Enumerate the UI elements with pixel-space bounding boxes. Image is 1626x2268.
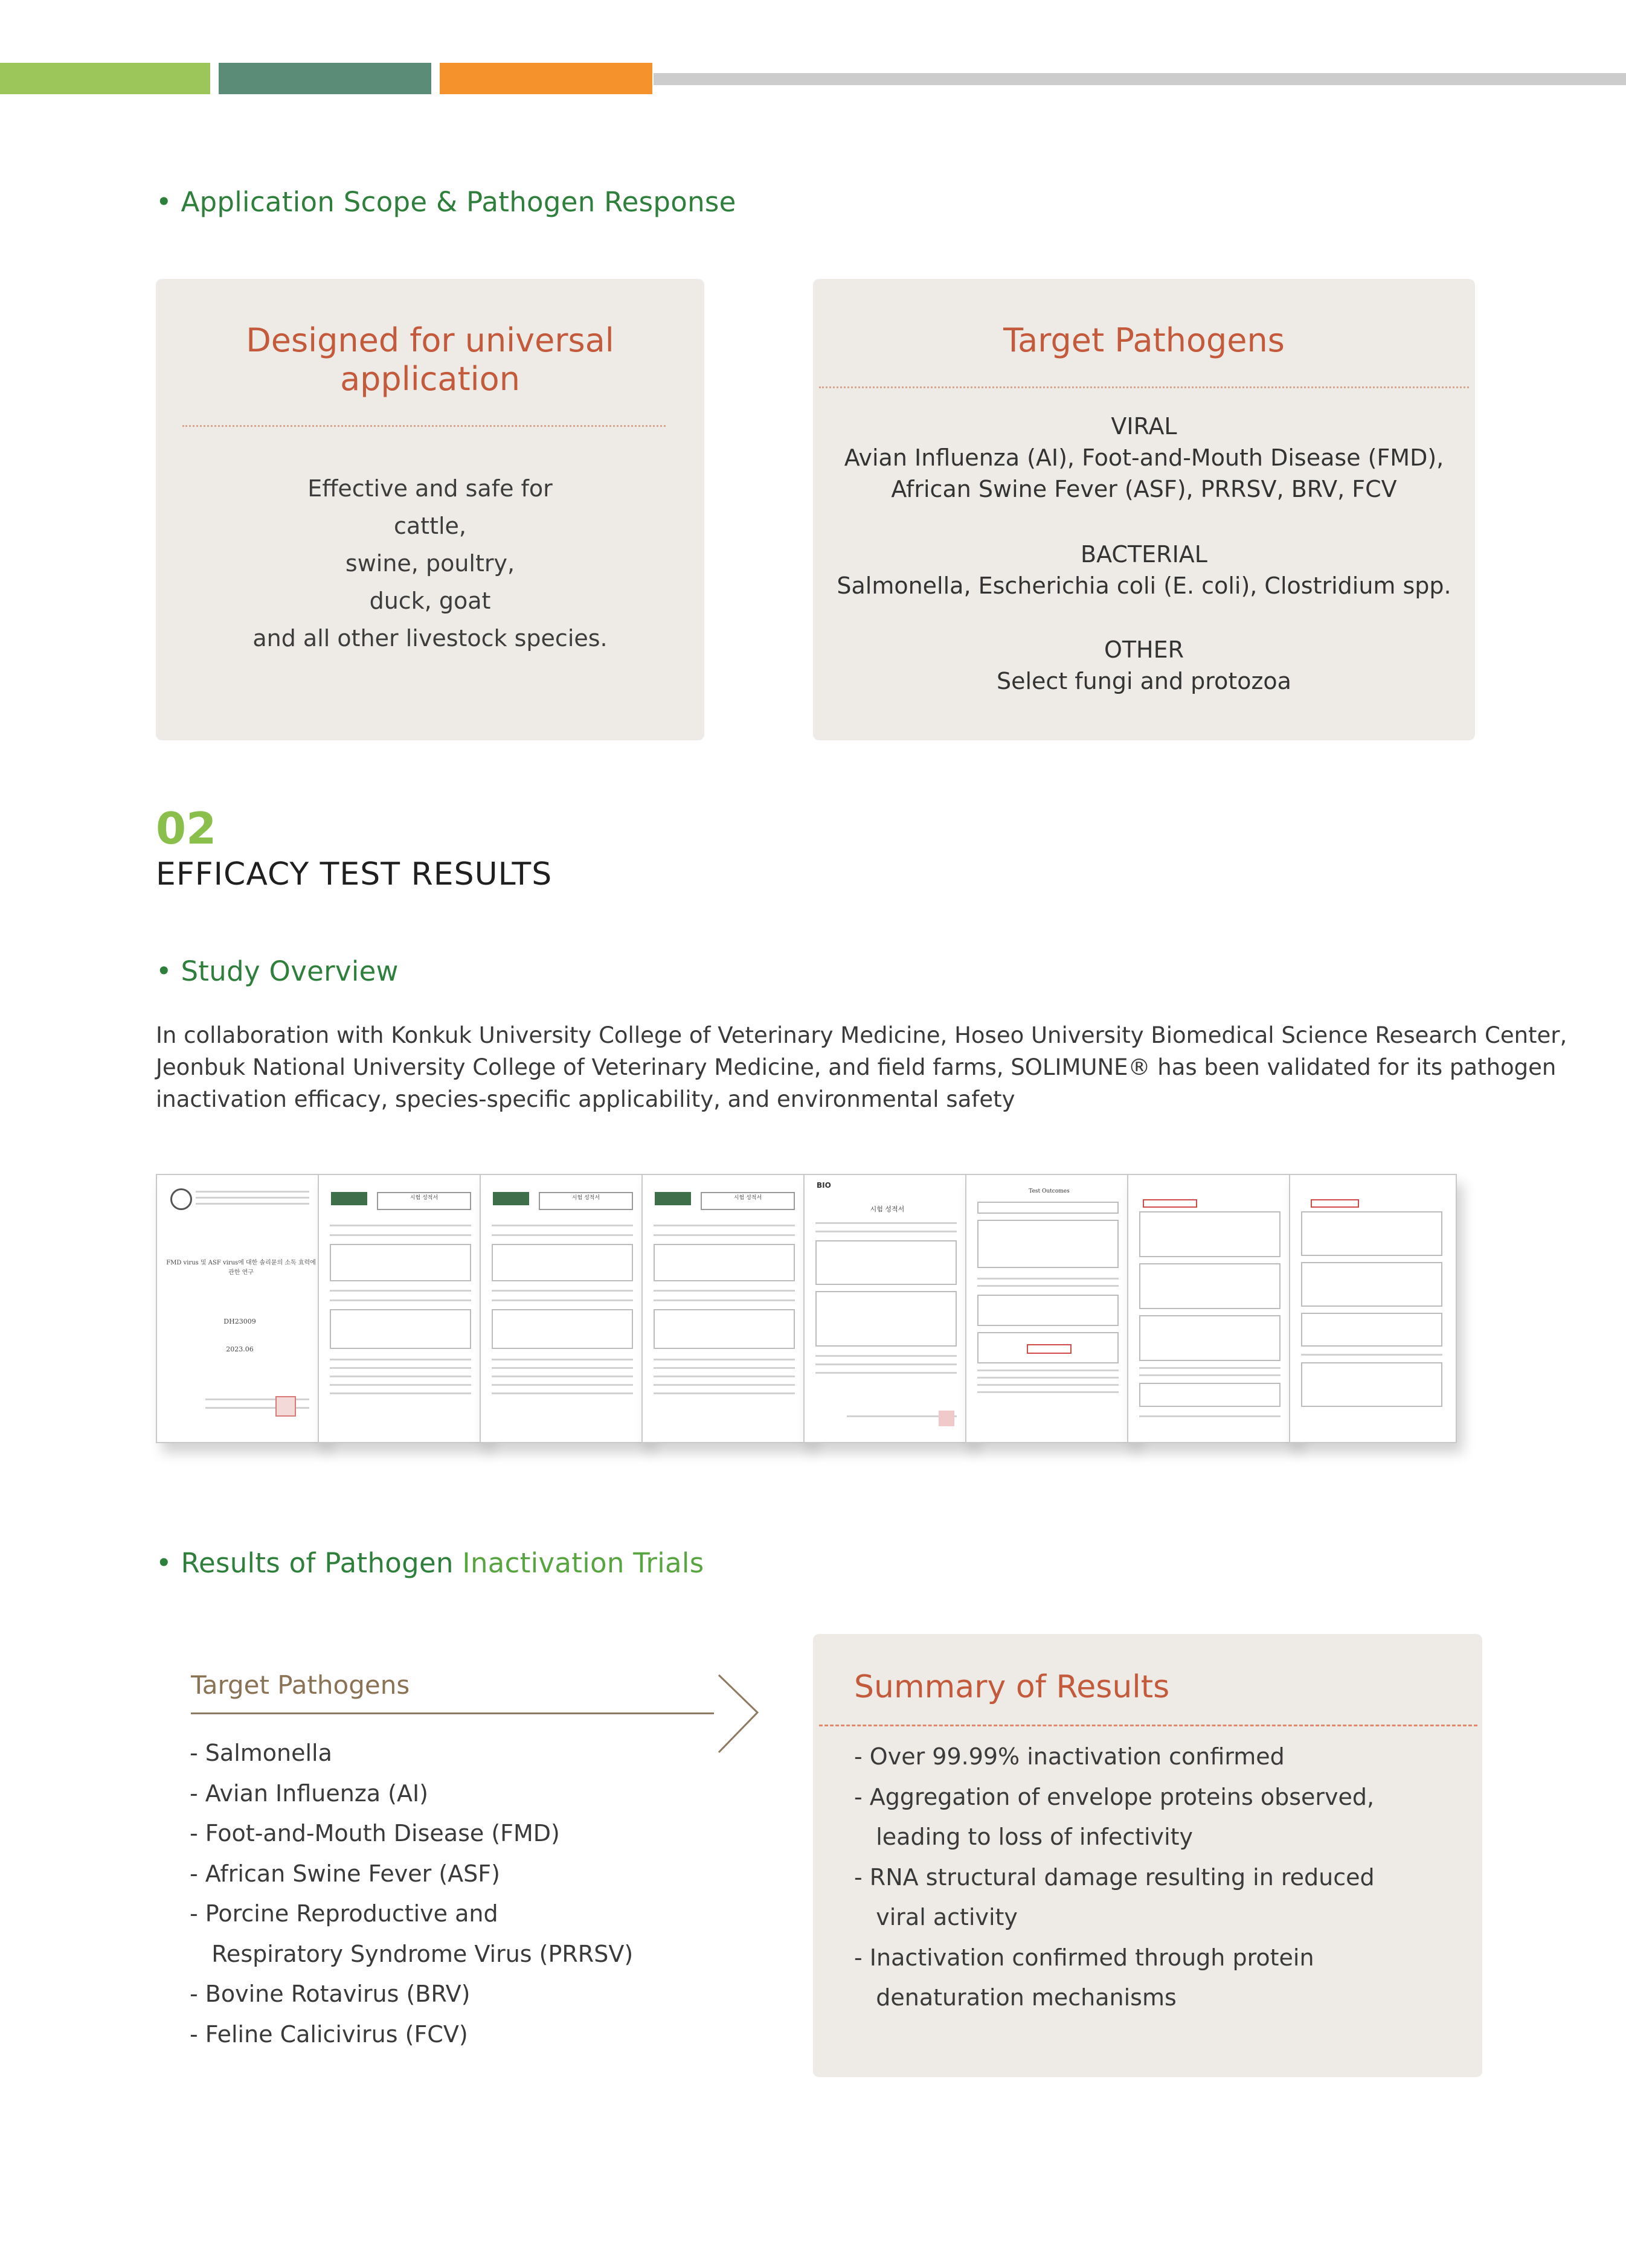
cover-date: 2023.06 [226, 1345, 254, 1353]
header-stripe-green [0, 63, 210, 94]
summary-card [813, 1634, 1482, 2077]
other-label: OTHER [1104, 636, 1184, 663]
header-stripe-orange [440, 63, 652, 94]
report-thumbnail [1289, 1174, 1457, 1443]
target-pathogens-card-title: Target Pathogens [1003, 321, 1285, 359]
target-pathogens-card [813, 279, 1475, 740]
bacterial-line: Salmonella, Escherichia coli (E. coli), Clostridium spp. [837, 572, 1451, 599]
report-title: 시험 성적서 [410, 1195, 439, 1201]
list-item: - RNA structural damage resulting in reduced [854, 1863, 1375, 1891]
viral-line-2: African Swine Fever (ASF), PRRSV, BRV, FCV [891, 476, 1397, 502]
viral-label: VIRAL [1111, 413, 1177, 440]
list-item: - Avian Influenza (AI) [190, 1779, 428, 1807]
results-heading-part2: Inactivation Trials [462, 1547, 704, 1579]
header-stripe-teal [219, 63, 431, 94]
red-stamp-icon [939, 1411, 954, 1426]
report-thumbnail [965, 1174, 1133, 1443]
highlight-box [1311, 1199, 1359, 1208]
universal-card-divider [182, 425, 666, 427]
list-item: - Salmonella [190, 1740, 332, 1766]
summary-title: Summary of Results [854, 1669, 1170, 1705]
target-pathogens-title: Target Pathogens [191, 1670, 410, 1700]
list-item: - Bovine Rotavirus (BRV) [190, 1981, 471, 2007]
application-scope-heading: • Application Scope & Pathogen Response [156, 186, 736, 218]
universal-line: Effective and safe for [307, 475, 553, 502]
target-pathogens-underline [191, 1712, 714, 1714]
summary-divider [819, 1725, 1477, 1726]
universal-line: duck, goat [369, 588, 491, 614]
bacterial-label: BACTERIAL [1081, 541, 1207, 568]
study-overview-heading: • Study Overview [156, 955, 399, 987]
section-number: 02 [156, 803, 217, 854]
target-card-divider [819, 386, 1469, 388]
arrow-right-icon [716, 1673, 761, 1755]
list-item: denaturation mechanisms [854, 1984, 1177, 2011]
results-heading [156, 1547, 704, 1579]
report-title: 시험 성적서 [870, 1205, 905, 1213]
cover-title: FMD virus 및 ASF virus에 대한 솔리뮨의 소독 효력에 관한 연구 [166, 1260, 316, 1276]
other-line: Select fungi and protozoa [997, 668, 1291, 694]
list-item: - Feline Calicivirus (FCV) [190, 2020, 468, 2048]
report-thumbnail [156, 1174, 324, 1443]
report-thumbnail [480, 1174, 648, 1443]
report-title: 시험 성적서 [733, 1195, 762, 1201]
report-thumbnail [641, 1174, 809, 1443]
red-stamp-icon [275, 1396, 296, 1417]
universal-line: swine, poultry, [345, 550, 515, 577]
list-item: - Inactivation confirmed through protein [854, 1944, 1314, 1971]
list-item: - African Swine Fever (ASF) [190, 1860, 500, 1887]
university-seal-icon [170, 1188, 192, 1210]
highlight-box [1143, 1199, 1197, 1208]
cover-id: DH23009 [223, 1318, 256, 1325]
target-pathogens-list [190, 1733, 633, 2054]
report-thumbnail [318, 1174, 486, 1443]
list-item: Respiratory Syndrome Virus (PRRSV) [190, 1940, 634, 1967]
list-item: - Over 99.99% inactivation confirmed [854, 1743, 1285, 1770]
list-item: - Foot-and-Mouth Disease (FMD) [190, 1820, 560, 1847]
highlight-box [1027, 1344, 1072, 1354]
en-report-title: Test Outcomes [1029, 1188, 1070, 1194]
section-title: EFFICACY TEST RESULTS [156, 856, 553, 892]
results-heading-part1: • Results of Pathogen [156, 1547, 463, 1579]
report-thumbnails [156, 1174, 1485, 1441]
header-stripe-gray [654, 73, 1626, 85]
report-thumbnail [1127, 1174, 1295, 1443]
universal-line: cattle, [394, 513, 466, 539]
viral-line-1: Avian Influenza (AI), Foot-and-Mouth Disease (FMD), [844, 444, 1444, 471]
universal-line: and all other livestock species. [252, 625, 608, 652]
report-thumbnail [803, 1174, 971, 1443]
report-title: 시험 성적서 [571, 1195, 600, 1201]
universal-card-title-line2: application [340, 360, 520, 398]
list-item: - Aggregation of envelope proteins observed, [854, 1783, 1375, 1810]
summary-list [854, 1737, 1375, 2018]
universal-application-card [156, 279, 704, 740]
list-item: viral activity [854, 1904, 1018, 1930]
universal-card-title-line1: Designed for universal [246, 321, 614, 359]
bio-logo: BIO [817, 1181, 831, 1190]
universal-card-text [156, 470, 704, 657]
list-item: leading to loss of infectivity [854, 1824, 1194, 1850]
list-item: - Porcine Reproductive and [190, 1900, 498, 1927]
study-overview-paragraph: In collaboration with Konkuk University College of Veterinary Medicine, Hoseo University Biomedical Science Research Center, Jeonbuk National University College of Veterinary Medicine, and field farms, SOLIMUNE® has been validated for its pathogen inactivation efficacy, species-specific applicability, and environmental safety [156, 1022, 1567, 1112]
